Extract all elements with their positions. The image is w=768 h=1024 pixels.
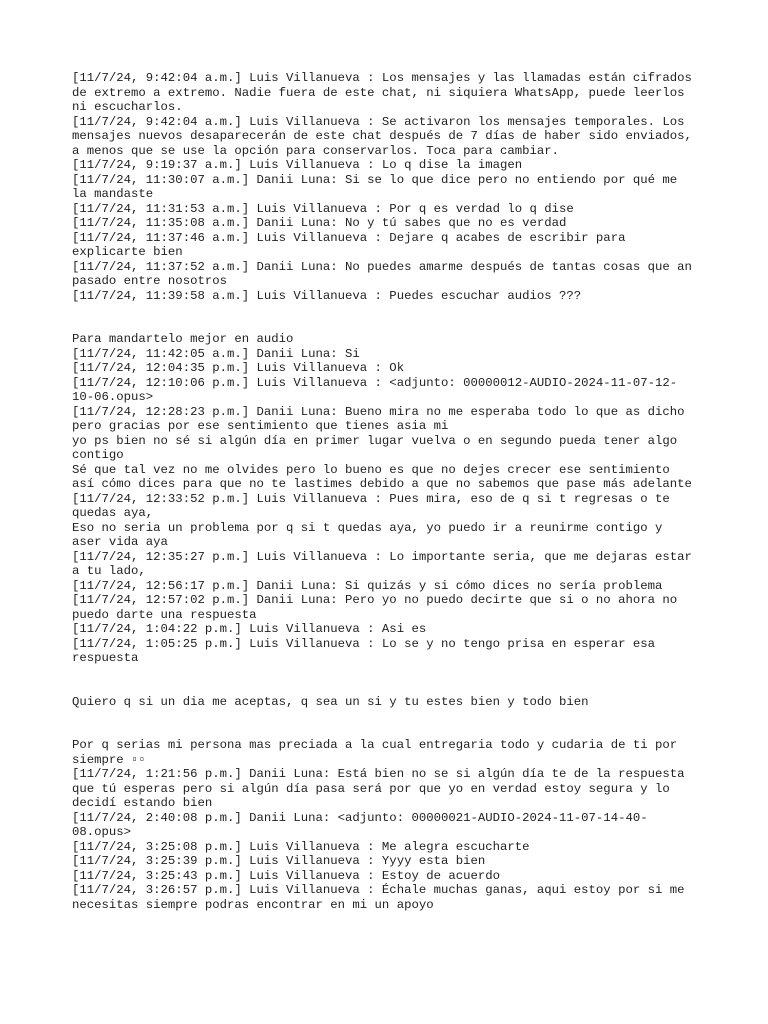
transcript-line: [11/7/24, 12:56:17 p.m.] Danii Luna: Si quizás y si cómo dices no sería problema bbox=[72, 578, 663, 593]
chat-transcript bbox=[72, 71, 698, 912]
transcript-line: [11/7/24, 9:42:04 a.m.] Luis Villanueva : Los mensajes y las llamadas están cifrados de extremo a extremo. Nadie fuera de este chat, ni siquiera WhatsApp, puede leerlos ni escucharlos. bbox=[72, 71, 700, 114]
blank-line bbox=[72, 724, 698, 739]
blank-line bbox=[72, 318, 698, 333]
transcript-line: [11/7/24, 3:25:43 p.m.] Luis Villanueva : Estoy de acuerdo bbox=[72, 868, 501, 883]
transcript-line: Quiero q si un dia me aceptas, q sea un si y tu estes bien y todo bien bbox=[72, 694, 589, 709]
transcript-line: [11/7/24, 11:39:58 a.m.] Luis Villanueva : Puedes escuchar audios ??? bbox=[72, 288, 582, 303]
transcript-line: [11/7/24, 11:37:46 a.m.] Luis Villanueva : Dejare q acabes de escribir para explicarte bien bbox=[72, 230, 633, 259]
transcript-line: Sé que tal vez no me olvides pero lo bueno es que no dejes crecer ese sentimiento así cómo dices para que no te lastimes debido a que no sabemos que pase más adelante bbox=[72, 462, 692, 491]
blank-line bbox=[72, 680, 698, 695]
transcript-line: [11/7/24, 12:04:35 p.m.] Luis Villanueva : Ok bbox=[72, 361, 405, 375]
transcript-line: [11/7/24, 1:21:56 p.m.] Danii Luna: Está bien no se si algún día te de la respuesta que tú esperas pero si algún día pasa será por que yo en verdad estoy segura y lo decidí estando bien bbox=[72, 767, 692, 810]
transcript-line: Eso no seria un problema por q si t quedas aya, yo puedo ir a reunirme contigo y aser vida aya bbox=[72, 520, 670, 549]
transcript-line: [11/7/24, 11:37:52 a.m.] Danii Luna: No puedes amarme después de tantas cosas que an pasado entre nosotros bbox=[72, 259, 700, 288]
transcript-line: [11/7/24, 3:25:08 p.m.] Luis Villanueva : Me alegra escucharte bbox=[72, 839, 530, 854]
transcript-line: [11/7/24, 9:42:04 a.m.] Luis Villanueva : Se activaron los mensajes temporales. Los mensajes nuevos desaparecerán de este chat después de 7 días de haber sido enviados, a menos que se use la opción para conservarlos. Toca para cambiar. bbox=[72, 114, 700, 158]
transcript-line: yo ps bien no sé si algún día en primer lugar vuelva o en segundo pueda tener algo contigo bbox=[72, 433, 685, 462]
transcript-line: [11/7/24, 11:35:08 a.m.] Danii Luna: No y tú sabes que no es verdad bbox=[72, 216, 567, 230]
transcript-line: [11/7/24, 12:57:02 p.m.] Danii Luna: Pero yo no puedo decirte que si o no ahora no puedo darte una respuesta bbox=[72, 593, 685, 622]
transcript-line: [11/7/24, 12:35:27 p.m.] Luis Villanueva : Lo importante seria, que me dejaras estar a tu lado, bbox=[72, 549, 700, 578]
transcript-line: [11/7/24, 12:28:23 p.m.] Danii Luna: Bueno mira no me esperaba todo lo que as dicho pero gracias por ese sentimiento que tienes asia mi bbox=[72, 404, 692, 433]
transcript-line: [11/7/24, 1:05:25 p.m.] Luis Villanueva : Lo se y no tengo prisa en esperar esa respuesta bbox=[72, 636, 663, 665]
blank-line bbox=[72, 303, 698, 318]
transcript-line: [11/7/24, 3:25:39 p.m.] Luis Villanueva : Yyyy esta bien bbox=[72, 854, 486, 868]
transcript-line: Por q serias mi persona mas preciada a la cual entregaria todo y cudaria de ti por siempre ▫▫ bbox=[72, 738, 685, 767]
transcript-line: [11/7/24, 3:26:57 p.m.] Luis Villanueva : Échale muchas ganas, aqui estoy por si me necesitas siempre podras encontrar en mi un apoyo bbox=[72, 883, 692, 912]
transcript-line: [11/7/24, 11:30:07 a.m.] Danii Luna: Si se lo que dice pero no entiendo por qué me la mandaste bbox=[72, 172, 685, 201]
blank-line bbox=[72, 709, 698, 724]
transcript-line: [11/7/24, 9:19:37 a.m.] Luis Villanueva : Lo q dise la imagen bbox=[72, 158, 523, 172]
transcript-line: [11/7/24, 12:33:52 p.m.] Luis Villanueva : Pues mira, eso de q si t regresas o te quedas aya, bbox=[72, 491, 678, 520]
transcript-line: [11/7/24, 12:10:06 p.m.] Luis Villanueva : <adjunto: 00000012-AUDIO-2024-11-07-12-10-06.opus> bbox=[72, 375, 678, 404]
transcript-line: [11/7/24, 11:42:05 a.m.] Danii Luna: Si bbox=[72, 346, 360, 361]
transcript-line: [11/7/24, 11:31:53 a.m.] Luis Villanueva : Por q es verdad lo q dise bbox=[72, 201, 574, 216]
transcript-line: [11/7/24, 1:04:22 p.m.] Luis Villanueva : Asi es bbox=[72, 622, 427, 636]
transcript-line: [11/7/24, 2:40:08 p.m.] Danii Luna: <adjunto: 00000021-AUDIO-2024-11-07-14-40-08.opus> bbox=[72, 810, 648, 839]
transcript-line: Para mandartelo mejor en audio bbox=[72, 332, 294, 346]
blank-line bbox=[72, 666, 698, 681]
